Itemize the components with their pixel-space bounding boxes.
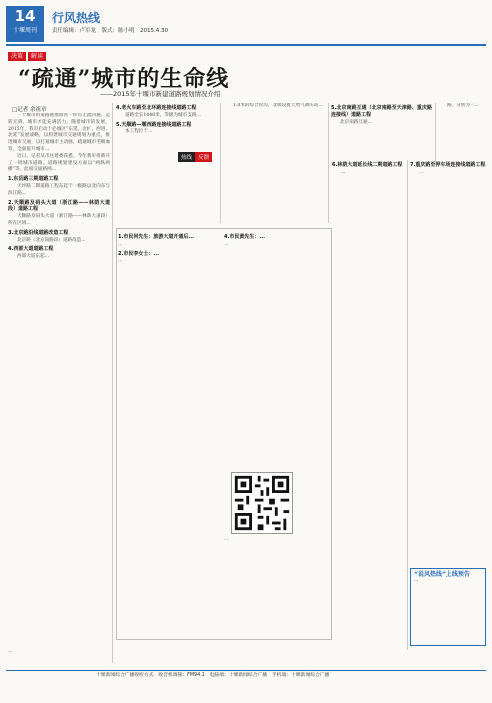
column-title: 行风热线 (52, 11, 101, 25)
paragraph: ... (341, 169, 346, 175)
sidebar-tag-right: 反馈 (195, 152, 212, 162)
week-label: 十堰周刊 (12, 27, 37, 34)
article-column-5 (438, 103, 486, 163)
paragraph: 1.8米的综合管沟，北端设置天然气调压站... (233, 103, 323, 108)
paragraph: 西部大道东起... (17, 254, 49, 260)
kicker-tag-2: 解读 (28, 52, 46, 61)
promo-title: “说风热线”上线预告 (414, 571, 470, 578)
footer-left-text: ... (8, 649, 13, 654)
right-column-2 (410, 160, 486, 428)
section-heading: 1.东岳路三期道路工程 (8, 176, 59, 183)
sidebar-column-2 (224, 232, 324, 470)
page-number: 14 (14, 7, 36, 25)
article-column-4 (331, 103, 432, 163)
column-divider (112, 103, 113, 663)
promo-text: ... (414, 578, 419, 584)
column-divider (407, 160, 408, 650)
column-divider (435, 103, 436, 163)
paragraph: 一个城市的道路就像血管一样有无流四通、运转无碍，城市才能充满活力。随着城市的发展，2015年，我市启动十必城区“东延、北扩、西进、北延”发展战略，以构建城市交通规划为重点，推进城市交通，以打通城市主动脉、疏通城市毛细血管，全面提升城市... (8, 113, 110, 152)
section-heading: 5.天顺路—堰西路连接线道路工程 (116, 121, 192, 128)
section-heading: 2.天顺路及码头大道（浙江路——林荫大道段）道路工程 (8, 199, 110, 213)
section-heading: 4.西部大道道路工程 (8, 246, 54, 253)
paragraph: ... (224, 241, 229, 247)
promo-box (410, 568, 486, 646)
paragraph: ... (118, 258, 123, 264)
section-heading: 1.市民何先生：旅游大道开通后... (118, 234, 195, 240)
section-heading: 4.老火车路至北环路连接线道路工程 (116, 105, 197, 111)
kicker-tag-1: 决策 (8, 52, 26, 61)
article-column-3 (224, 103, 325, 163)
section-heading: 3.北京路沿线道路改造工程 (8, 229, 69, 236)
paragraph: ... (419, 169, 424, 175)
page-header (0, 0, 492, 46)
paragraph: ... (118, 241, 123, 247)
kicker-tags (8, 52, 46, 61)
column-divider (328, 103, 329, 223)
paragraph: 北京路（北京南路段）道路改造... (17, 237, 86, 243)
section-heading: 5.北京南路互通（北京南路至天津路、重庆路连接线）道路工程 (331, 105, 432, 118)
paragraph: 道路全长1448米，等级为城市支路... (125, 112, 201, 118)
paragraph: 本工程位于... (125, 129, 153, 135)
radio-footer: 十堰新闻综合广播收听方式 收音机调频：FM94.1 电脑端：十堰新闻综合广播 手机端：十堰新闻综合广播 (96, 673, 330, 678)
article-column-1 (8, 113, 110, 695)
section-heading: 7.重庆路至停车场连接线道路工程 (410, 162, 486, 168)
editor-credits: 责任编辑：卢军龙 版式：陈小明 2015.4.30 (52, 28, 168, 34)
paragraph: 近日，记者从市住建委获悉，今年我市将新开工一批城市道路。道路规划建设方面以“两纵两横”等，此项交通路网... (8, 153, 110, 173)
paragraph: 天顺路及码头大道（浙江路——林荫大道段）所在区域... (8, 214, 110, 226)
header-rule (6, 44, 486, 46)
section-heading: 4.市民黄先生：... (224, 234, 266, 240)
section-heading: 6.林荫大道延长线二期道路工程 (332, 162, 403, 168)
headline: “疏通”城市的生命线 (18, 66, 230, 92)
sidebar-tag (178, 152, 212, 162)
qr-code (231, 472, 293, 534)
byline: □记者 余祖章 (12, 107, 47, 113)
qr-caption: ... (224, 537, 229, 542)
section-heading: 2.市民李女士：... (118, 250, 160, 257)
page-number-box (6, 6, 44, 42)
footer-rule (6, 670, 486, 671)
column-divider (220, 103, 221, 223)
sidebar-tag-left: 热线 (178, 152, 195, 162)
subtitle: ——2015年十堰市新建道路规划情况介绍 (100, 90, 221, 98)
sidebar-column-1 (118, 232, 218, 632)
paragraph: 天坪路二期道路工程东起于一级路以北向东与滨江路... (8, 183, 110, 196)
paragraph: 北京南路互通... (340, 119, 372, 125)
right-column-1 (332, 160, 406, 650)
paragraph: 路。分别为一... (447, 103, 479, 108)
